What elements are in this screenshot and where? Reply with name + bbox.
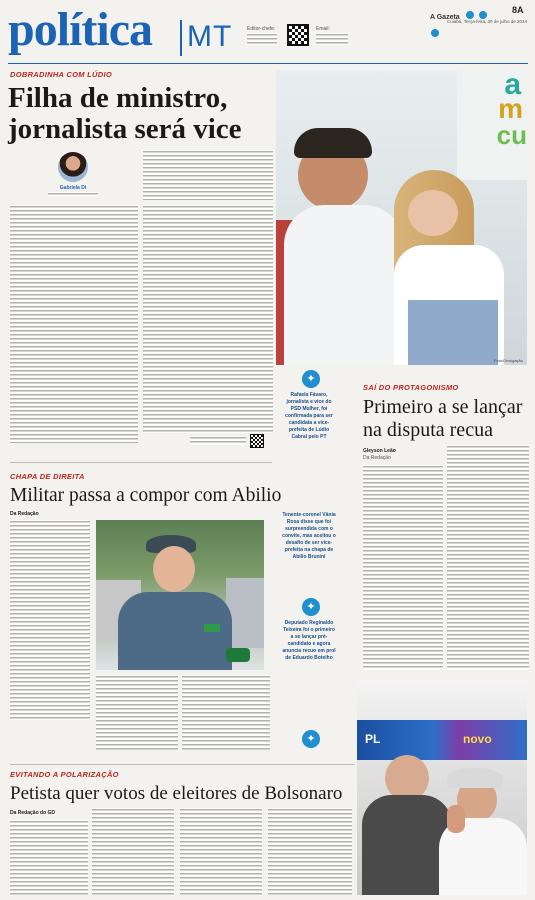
qr-caption [190, 436, 246, 445]
location-pin-icon: ✦ [302, 370, 320, 388]
story3-photo [96, 520, 264, 670]
story2-col1 [363, 465, 443, 670]
state-label: MT [187, 20, 233, 53]
qr-code-icon[interactable] [250, 434, 264, 448]
author-sub [48, 192, 98, 196]
story2-col2 [447, 445, 529, 670]
story4-byline: Da Redação do GD [10, 810, 56, 816]
story4-headline: Petista quer votos de eleitores de Bolsonaro [10, 783, 343, 804]
story1-headline-line1: Filha de ministro, [8, 82, 228, 114]
story4-col2 [92, 808, 174, 895]
story3-kicker: CHAPA DE DIREITA [10, 472, 85, 481]
story4-col3 [180, 808, 262, 895]
story4-col1 [10, 820, 88, 895]
story1-col1 [10, 205, 138, 443]
editor-info [247, 33, 277, 45]
story3-rule [10, 462, 272, 463]
section-title: política [8, 3, 152, 56]
story2-photo-caption: Deputado Reginaldo Teixeira foi o primeiro a se lançar pré-candidato e agora anuncia recuo em prol de Eduardo Botelho [282, 620, 336, 661]
author-name: Gabriela Di [59, 185, 87, 191]
story1-col1-top [143, 150, 273, 200]
story3-col1 [10, 520, 90, 720]
story2-headline-line1: Primeiro a se lançar [363, 396, 523, 418]
story3-col2 [96, 675, 178, 750]
story3-headline: Militar passa a compor com Abilio [10, 485, 282, 506]
story1-photo: a m cu Foto/Divulgação [276, 70, 527, 365]
story1-headline [8, 83, 298, 145]
story1-photo-caption: Rafaela Fávaro, jornalista e vice do PSD Mulher, foi confirmada para ser candidata a vice-prefeita de Lúdio Cabral pelo PT [285, 392, 333, 440]
paper-name: A Gazeta [430, 14, 460, 21]
story4-rule [10, 764, 355, 765]
editor-small-text: Editor-chefe: [247, 26, 276, 32]
paper-logo-icon [430, 6, 498, 21]
story4-photo: PL novo [357, 680, 527, 895]
author-avatar [58, 152, 88, 182]
story3-col3 [182, 675, 270, 750]
location-pin-icon: ✦ [302, 730, 320, 748]
story2-kicker: SAÍ DO PROTAGONISMO [363, 383, 459, 392]
story4-kicker: EVITANDO A POLARIZAÇÃO [10, 770, 119, 779]
story2-headline-line2: na disputa recua [363, 419, 493, 441]
story1-col2 [143, 205, 273, 433]
location-pin-icon: ✦ [302, 598, 320, 616]
page-number: 8A [512, 5, 524, 15]
story3-byline: Da Redação [10, 511, 39, 517]
story1-headline-line2: jornalista será vice [8, 113, 242, 145]
email-info [316, 33, 348, 45]
story4-col4 [268, 808, 352, 895]
story2-byline-org: Da Redação [363, 455, 391, 461]
email-small-text: Email: [316, 26, 330, 32]
story2-byline-name: Gleyson Leão [363, 448, 396, 454]
dateline: Cuiabá, Terça-feira, 30 de julho de 2024 [447, 19, 527, 24]
section-divider [180, 20, 182, 56]
photo-credit: Foto/Divulgação [494, 358, 523, 363]
story2-headline [363, 396, 533, 442]
story3-photo-caption: Tenente-coronel Vânia Rosa disse que foi surpreendida com o convite, mas aceitou o desafio de ser vice-prefeita na chapa de Abilio Brunini [282, 512, 336, 560]
story1-kicker: DOBRADINHA COM LÚDIO [10, 70, 112, 79]
qr-code-icon[interactable] [287, 24, 309, 46]
masthead [0, 0, 535, 68]
header-rule [8, 63, 528, 64]
